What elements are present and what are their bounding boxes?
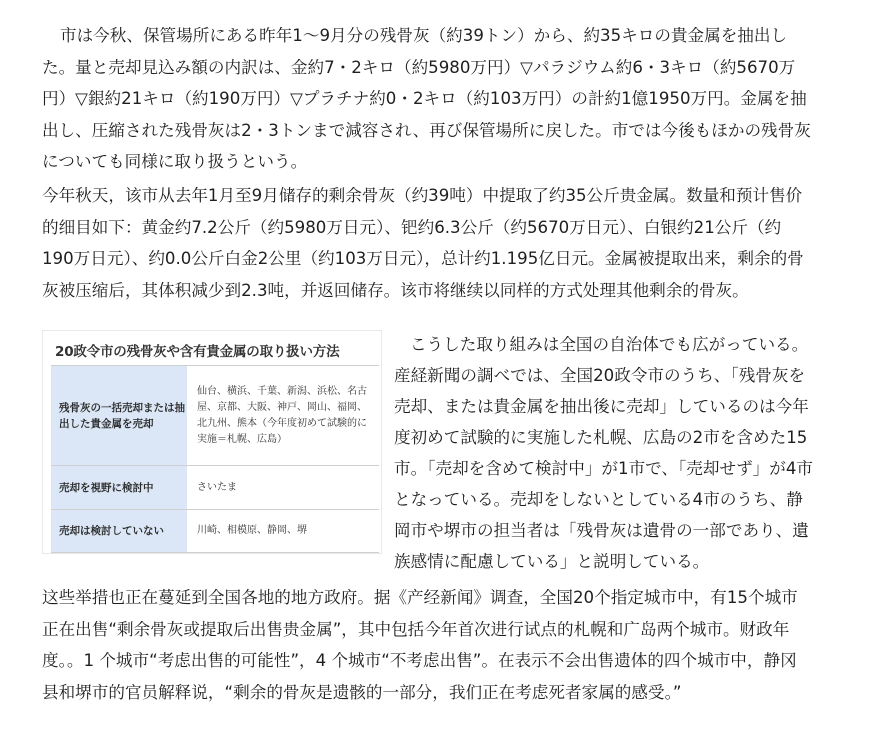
article-paragraph-chinese-2: 这些举措也正在蔓延到全国各地的地方政府。据《产经新闻》调查，全国20个指定城市中，有15个城市正在出售“剩余骨灰或提取后出售贵金属”，其中包括今年首次进行试点的札幌和广岛两个城市。财政年度。。1 个城市“考虑出售的可能性”，4 个城市“不考虑出售”。在表示不会出售遗体的四个城市中，静冈县和堺市的官员解释说，“剩余的骨灰是遗骸的一部分，我们正在考虑死者家属的感受。”: [42, 588, 798, 702]
disposal-methods-table-figure: [42, 330, 382, 554]
figure-title: 20政令市の残骨灰や含有貴金属の取り扱い方法: [55, 344, 340, 360]
row-cities: 仙台、横浜、千葉、新潟、浜松、名古屋、京都、大阪、神戸、岡山、福岡、北九州、熊本（今年度初めて試験的に実施＝札幌、広島）: [197, 386, 367, 445]
row-heading: 売却を視野に検討中: [51, 466, 187, 510]
table-row-sell: [51, 365, 379, 466]
table-row-not-selling: [51, 509, 379, 553]
article-paragraph-chinese-1: 今年秋天，该市从去年1月至9月储存的剩余骨灰（约39吨）中提取了约35公斤贵金属。数量和预计售价的细目如下：黄金约7.2公斤（约5980万日元）、钯约6.3公斤（约5670万日元）、白银约21公斤（约190万日元）、约0.0公斤白金2公里（约103万日元），总计约1.195亿日元。金属被提取出来，剩余的骨灰被压缩后，其体积减少到2.3吨，并返回储存。该市将继续以同样的方式处理其他剩余的骨灰。: [42, 186, 804, 300]
article-paragraph-japanese-2: こうした取り組みは全国の自治体でも広がっている。産経新聞の調べでは、全国20政令市のうち、「残骨灰を売却、または貴金属を抽出後に売却」しているのは今年度初めて試験的に実施した札幌、広島の2市を含めた15市。「売却を含めて検討中」が1市で、「売却せず」が4市となっている。売却をしないとしている4市のうち、静岡市や堺市の担当者は「残骨灰は遺骨の一部であり、遺族感情に配慮している」と説明している。: [394, 335, 814, 571]
row-heading: 売却は検討していない: [51, 510, 187, 552]
table-row-considering: [51, 465, 379, 510]
row-cities: 川崎、相模原、静岡、堺: [197, 525, 307, 536]
row-heading: 残骨灰の一括売却または抽出した貴金属を売却: [51, 366, 187, 466]
row-cities: さいたま: [197, 482, 237, 493]
article-paragraph-japanese-1: 市は今秋、保管場所にある昨年1～9月分の残骨灰（約39トン）から、約35キロの貴金属を抽出した。量と売却見込み額の内訳は、金約7・2キロ（約5980万円）▽パラジウム約6・3キロ（約5670万円）▽銀約21キロ（約190万円）▽プラチナ約0・2キロ（約103万円）の計約1億1950万円。金属を抽出し、圧縮された残骨灰は2・3トンまで減容され、再び保管場所に戻した。市では今後もほかの残骨灰についても同様に取り扱うという。: [42, 26, 811, 171]
